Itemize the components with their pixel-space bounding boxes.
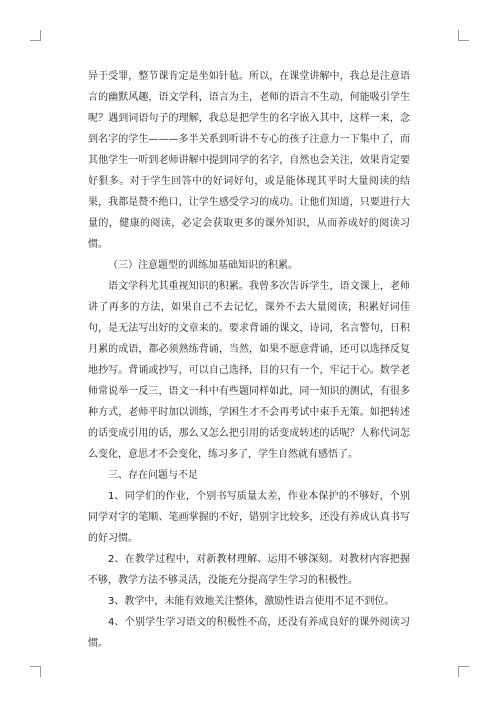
document-body — [88, 66, 410, 654]
paragraph-continuation: 异于受罪，整节课肯定是坐如针毡。所以，在课堂讲解中，我总是注意语言的幽默风趣，语文学科，语言为主，老师的语言不生动，何能吸引学生呢？遇到词语句子的理解，我总是把学生的名字嵌入其中，这样一来，念到名字的学生———多半关系到听讲不专心的孩子注意力一下集中了，而其他学生一听到老师讲解中提到同学的名字，自然也会关注，效果肯定要好狠多。对于学生回答中的好词好句，或是能体现其平时大量阅读的结果，我都是赞不绝口，让学生感受学习的成功。让他们知道，只要进行大量的，健康的阅读，必定会获取更多的课外知识，从而养成好的阅读习惯。 — [88, 71, 410, 250]
crop-mark-top-right — [458, 30, 469, 41]
problem-item-4: 4、个别学生学习语文的积极性不高，还没有养成良好的课外阅读习惯。 — [88, 617, 410, 649]
paragraph-knowledge-accumulation: 语文学科尤其重视知识的积累。我曾多次告诉学生，语文课上，老师讲了再多的方法，如果自己不去记忆，课外不去大量阅读，积累好词佳句，是无法写出好的文章来的。要求背诵的课文，诗词，名言警句，日积月累的成语，都必须熟练背诵，当然，如果不愿意背诵，还可以选择反复地抄写。背诵或抄写，可以自己选择，目的只有一个，牢记于心。数学老师常说举一反三，语文一科中有些题同样如此，同一知识的测试，有很多种方式，老师平时加以训练，学困生才不会再考试中束手无策。如把转述的话变成引用的话，那么又怎么把引用的话变成转述的话呢？人称代词怎么变化，意思才不会变化，练习多了，学生自然就有感悟了。 — [88, 281, 410, 460]
section-subheading-3: （三）注意题型的训练加基础知识的积累。 — [108, 260, 298, 271]
crop-mark-top-left — [30, 30, 41, 41]
crop-mark-bottom-left — [30, 666, 41, 677]
section-heading-problems: 三、存在问题与不足 — [108, 470, 198, 481]
problem-item-2: 2、在教学过程中，对新教材理解、运用不够深刻。对教材内容把握不够，教学方法不够灵活，没能充分提高学生学习的积极性。 — [88, 554, 410, 586]
problem-item-1: 1、同学们的作业，个别书写质量太差，作业本保护的不够好，个别同学对字的笔顺、笔画掌握的不好，错别字比较多，还没有养成认真书写的好习惯。 — [88, 491, 410, 544]
problem-item-3: 3、教学中，未能有效地关注整体，激励性语言使用不足不到位。 — [108, 596, 395, 607]
crop-mark-bottom-right — [458, 666, 469, 677]
